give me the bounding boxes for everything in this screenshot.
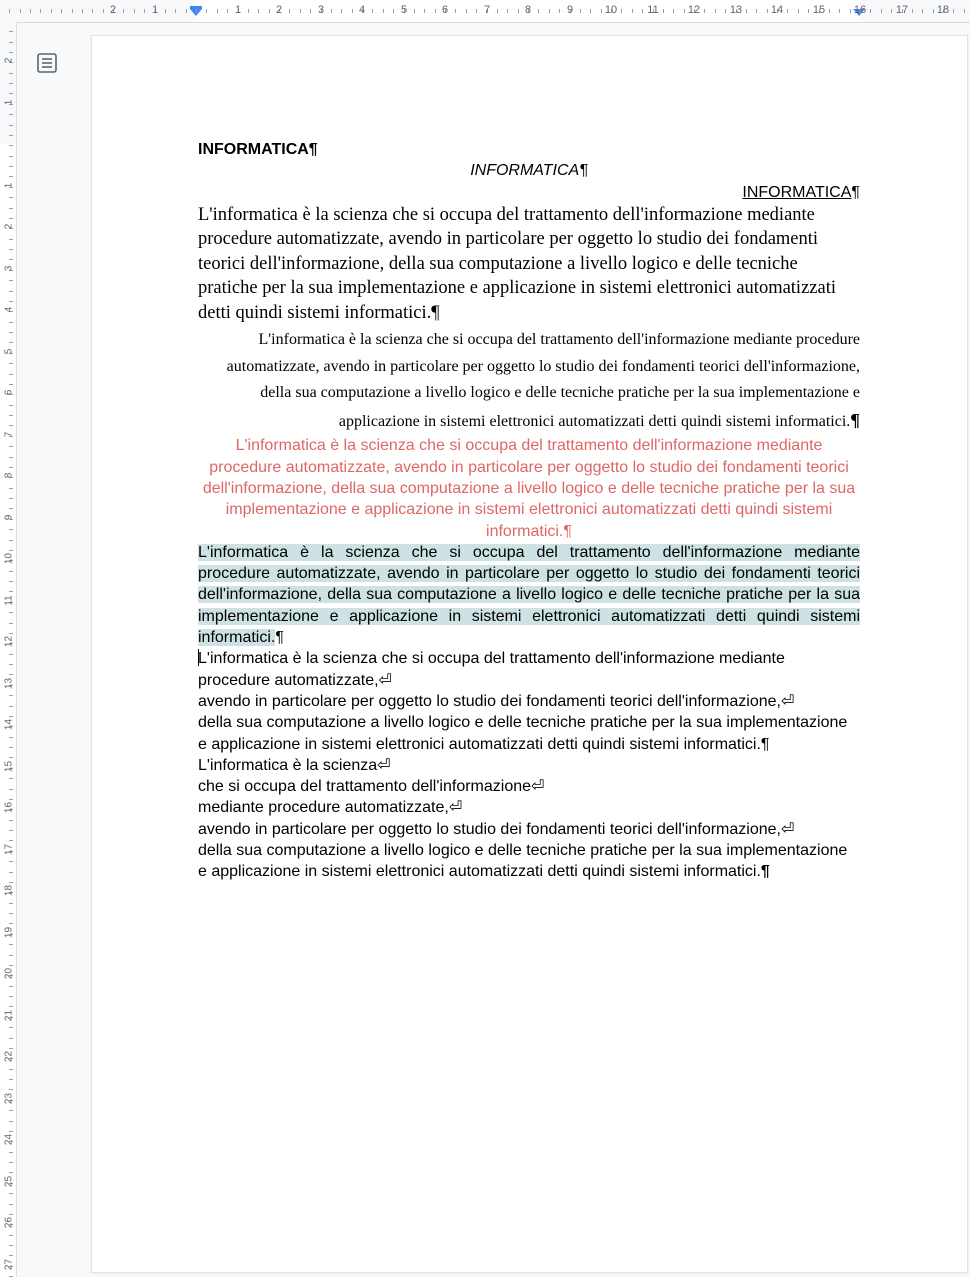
- line-break-text: della sua computazione a livello logico e delle tecniche pratiche per la sua implementazione e applicazione in sistemi elettronici automatizzati detti quindi sistemi informatici.¶: [198, 714, 848, 753]
- ruler-tick: [684, 9, 685, 13]
- ruler-tick: [9, 1152, 13, 1153]
- ruler-number: 25: [3, 1175, 15, 1188]
- ruler-number: 17: [895, 4, 909, 16]
- ruler-tick: [922, 9, 923, 13]
- ruler-number: 1: [151, 4, 159, 16]
- pilcrow-mark: ¶: [275, 629, 284, 647]
- ruler-number: 6: [3, 389, 15, 396]
- ruler-number: 5: [400, 4, 408, 16]
- ruler-number: 4: [358, 4, 366, 16]
- ruler-tick: [9, 9, 10, 13]
- ruler-tick: [9, 83, 13, 84]
- ruler-tick: [9, 1089, 13, 1090]
- ruler-tick: [206, 9, 207, 13]
- ruler-tick: [393, 9, 394, 13]
- ruler-tick: [9, 425, 13, 426]
- ruler-tick: [435, 9, 436, 13]
- ruler-number: 16: [853, 4, 867, 16]
- ruler-tick: [9, 363, 13, 364]
- ruler-tick: [9, 872, 13, 873]
- ruler-number: 7: [483, 4, 491, 16]
- ruler-tick: [9, 73, 13, 74]
- ruler-number: 8: [3, 472, 15, 479]
- ruler-number: 8: [524, 4, 532, 16]
- ruler-tick: [839, 9, 840, 13]
- vertical-ruler[interactable]: [0, 22, 17, 1277]
- line-break-text: L'informatica è la scienza⏎: [198, 756, 391, 774]
- ruler-tick: [9, 332, 13, 333]
- ruler-number: 24: [3, 1133, 15, 1146]
- ruler-tick: [9, 1193, 13, 1194]
- ruler-tick: [549, 9, 550, 13]
- ruler-tick: [9, 31, 13, 32]
- ruler-tick: [40, 9, 41, 13]
- ruler-tick: [767, 9, 768, 13]
- ruler-tick: [9, 1255, 13, 1256]
- ruler-tick: [9, 581, 13, 582]
- ruler-tick: [123, 9, 124, 13]
- ruler-number: 7: [3, 431, 15, 438]
- ruler-number: 10: [3, 552, 15, 565]
- ruler-tick: [9, 42, 13, 43]
- ruler-tick: [424, 9, 425, 13]
- ruler-tick: [455, 9, 456, 13]
- ruler-tick: [9, 1006, 13, 1007]
- ruler-tick: [9, 540, 13, 541]
- ruler-tick: [9, 757, 13, 758]
- ruler-tick: [9, 789, 13, 790]
- ruler-tick: [9, 1245, 13, 1246]
- ruler-tick: [580, 9, 581, 13]
- ruler-tick: [9, 114, 13, 115]
- ruler-tick: [9, 737, 13, 738]
- ruler-tick: [466, 9, 467, 13]
- ruler-tick: [9, 197, 13, 198]
- ruler-tick: [196, 9, 197, 13]
- ruler-tick: [9, 446, 13, 447]
- paragraph-red-centered[interactable]: L'informatica è la scienza che si occupa del trattamento dell'informazione mediante procedure automatizzate, avendo in particolare per oggetto lo studio dei fondamenti teorici dell'informazione, della sua computazione a livello logico e delle tecniche pratiche per la sua implementazione e applicazione in sistemi elettronici automatizzati detti quindi sistemi informatici.¶: [202, 437, 856, 540]
- ruler-tick: [891, 9, 892, 13]
- paragraph-serif-left[interactable]: L'informatica è la scienza che si occupa del trattamento dell'informazione mediante procedure automatizzate, avendo in particolare per oggetto lo studio dei fondamenti teorici dell'informazione, della sua computazione a livello logico e delle tecniche pratiche per la sua implementazione e applicazione in sistemi elettronici automatizzati detti quindi sistemi informatici.¶: [198, 204, 836, 323]
- ruler-tick: [912, 9, 913, 13]
- ruler-tick: [798, 9, 799, 13]
- ruler-tick: [9, 259, 13, 260]
- ruler-tick: [9, 861, 13, 862]
- ruler-tick: [497, 9, 498, 13]
- ruler-tick: [82, 9, 83, 13]
- document-body[interactable]: [198, 139, 860, 883]
- line-break-text: che si occupa del trattamento dell'informazione⏎: [198, 778, 545, 796]
- pilcrow-mark: ¶: [850, 409, 860, 430]
- ruler-number: 18: [3, 884, 15, 897]
- ruler-tick: [725, 9, 726, 13]
- document-outline-icon[interactable]: [36, 52, 58, 74]
- ruler-number: 20: [3, 967, 15, 980]
- line-break-text: avendo in particolare per oggetto lo studio dei fondamenti teorici dell'informazione,⏎: [198, 692, 795, 710]
- ruler-number: 6: [441, 4, 449, 16]
- paragraph-line-breaks-1[interactable]: [198, 648, 860, 754]
- ruler-tick: [227, 9, 228, 13]
- ruler-number: 3: [3, 265, 15, 272]
- ruler-tick: [933, 9, 934, 13]
- ruler-tick: [331, 9, 332, 13]
- ruler-tick: [217, 9, 218, 13]
- ruler-tick: [704, 9, 705, 13]
- ruler-tick: [20, 9, 21, 13]
- ruler-tick: [9, 1038, 13, 1039]
- ruler-tick: [9, 996, 13, 997]
- ruler-tick: [9, 156, 13, 157]
- ruler-tick: [372, 9, 373, 13]
- ruler-tick: [383, 9, 384, 13]
- ruler-tick: [9, 840, 13, 841]
- ruler-number: 9: [3, 514, 15, 521]
- ruler-tick: [9, 612, 13, 613]
- ruler-tick: [341, 9, 342, 13]
- ruler-tick: [103, 9, 104, 13]
- ruler-tick: [258, 9, 259, 13]
- ruler-tick: [9, 239, 13, 240]
- ruler-tick: [9, 623, 13, 624]
- ruler-tick: [808, 9, 809, 13]
- ruler-tick: [9, 208, 13, 209]
- ruler-tick: [9, 125, 13, 126]
- ruler-tick: [9, 944, 13, 945]
- ruler-tick: [9, 695, 13, 696]
- ruler-number: 15: [3, 760, 15, 773]
- horizontal-ruler[interactable]: [0, 0, 970, 23]
- ruler-tick: [746, 9, 747, 13]
- pilcrow-mark: ¶: [760, 863, 770, 881]
- ruler-tick: [300, 9, 301, 13]
- paragraph-shaded-justified[interactable]: [198, 542, 860, 648]
- ruler-number: 11: [3, 595, 15, 606]
- ruler-number: 14: [3, 718, 15, 731]
- ruler-tick: [9, 280, 13, 281]
- ruler-number: 18: [936, 4, 950, 16]
- ruler-tick: [9, 342, 13, 343]
- ruler-tick: [9, 778, 13, 779]
- ruler-number: 2: [3, 57, 15, 64]
- ruler-tick: [134, 9, 135, 13]
- ruler-tick: [621, 9, 622, 13]
- ruler-tick: [9, 830, 13, 831]
- ruler-tick: [953, 9, 954, 13]
- heading-underlined-text: INFORMATICA: [742, 183, 852, 201]
- ruler-tick: [518, 9, 519, 13]
- ruler-number: 26: [3, 1216, 15, 1229]
- ruler-tick: [9, 1079, 13, 1080]
- ruler-tick: [9, 457, 13, 458]
- ruler-tick: [9, 654, 13, 655]
- ruler-tick: [9, 923, 13, 924]
- ruler-number: 23: [3, 1092, 15, 1105]
- shaded-text: L'informatica è la scienza che si occupa del trattamento dell'informazione mediante procedure automatizzate, avendo in particolare per oggetto lo studio dei fondamenti teorici dell'informazione, della sua computazione a livello logico e delle tecniche pratiche per la sua implementazione e applicazione in sistemi elettronici automatizzati detti quindi sistemi informatici.: [198, 543, 860, 647]
- ruler-tick: [248, 9, 249, 13]
- ruler-tick: [538, 9, 539, 13]
- ruler-tick: [9, 488, 13, 489]
- ruler-number: 11: [647, 4, 659, 16]
- ruler-tick: [9, 1235, 13, 1236]
- ruler-number: 13: [729, 4, 743, 16]
- ruler-tick: [9, 1162, 13, 1163]
- ruler-tick: [61, 9, 62, 13]
- ruler-tick: [9, 1110, 13, 1111]
- ruler-tick: [9, 747, 13, 748]
- ruler-tick: [673, 9, 674, 13]
- ruler-tick: [9, 820, 13, 821]
- ruler-number: 17: [3, 843, 15, 856]
- ruler-tick: [269, 9, 270, 13]
- line-break-text: avendo in particolare per oggetto lo studio dei fondamenti teorici dell'informazione,⏎: [198, 820, 795, 838]
- line-break-text: mediante procedure automatizzate,⏎: [198, 799, 463, 817]
- ruler-number: 9: [566, 4, 574, 16]
- ruler-tick: [9, 249, 13, 250]
- ruler-tick: [507, 9, 508, 13]
- ruler-number: 21: [3, 1009, 15, 1022]
- ruler-tick: [9, 1172, 13, 1173]
- document-page[interactable]: [92, 36, 967, 1272]
- ruler-number: 14: [770, 4, 784, 16]
- ruler-tick: [144, 9, 145, 13]
- ruler-tick: [9, 322, 13, 323]
- ruler-tick: [881, 9, 882, 13]
- ruler-number: 1: [3, 99, 15, 106]
- ruler-tick: [92, 9, 93, 13]
- ruler-tick: [9, 986, 13, 987]
- ruler-tick: [632, 9, 633, 13]
- ruler-tick: [642, 9, 643, 13]
- line-text: della sua computazione a livello logico e delle tecniche pratiche per la sua implementazione e applicazione in sistemi elettronici automatizzati detti quindi sistemi informatici.: [198, 842, 848, 881]
- ruler-tick: [787, 9, 788, 13]
- ruler-number: 15: [812, 4, 826, 16]
- ruler-number: 1: [3, 182, 15, 189]
- ruler-number: 4: [3, 306, 15, 313]
- ruler-number: 12: [687, 4, 701, 16]
- ruler-number: 22: [3, 1050, 15, 1063]
- ruler-tick: [9, 913, 13, 914]
- line-break-text: [198, 840, 860, 883]
- ruler-tick: [175, 9, 176, 13]
- ruler-number: 3: [317, 4, 325, 16]
- ruler-tick: [310, 9, 311, 13]
- ruler-number: 27: [3, 1258, 15, 1271]
- paragraph-serif-right[interactable]: [198, 327, 860, 435]
- ruler-number: 13: [3, 677, 15, 690]
- ruler-tick: [9, 145, 13, 146]
- ruler-tick: [870, 9, 871, 13]
- ruler-tick: [9, 166, 13, 167]
- heading-italic-centered[interactable]: INFORMATICA¶: [470, 162, 588, 180]
- ruler-tick: [476, 9, 477, 13]
- ruler-tick: [352, 9, 353, 13]
- ruler-tick: [9, 93, 13, 94]
- heading-underlined-right[interactable]: [198, 182, 860, 203]
- pilcrow-mark: ¶: [851, 183, 860, 201]
- paragraph-serif-right-text: L'informatica è la scienza che si occupa del trattamento dell'informazione mediante procedure automatizzate, avendo in particolare per oggetto lo studio dei fondamenti teorici dell'informazione, della sua computazione a livello logico e delle tecniche pratiche per la sua implementazione e applicazione in sistemi elettronici automatizzati detti quindi sistemi informatici.: [226, 331, 860, 430]
- line-break-text: [198, 648, 860, 691]
- ruler-number: 1: [234, 4, 242, 16]
- ruler-tick: [9, 664, 13, 665]
- ruler-number: 2: [3, 223, 15, 230]
- ruler-tick: [9, 1069, 13, 1070]
- ruler-tick: [715, 9, 716, 13]
- ruler-tick: [590, 9, 591, 13]
- ruler-tick: [9, 706, 13, 707]
- ruler-tick: [9, 591, 13, 592]
- ruler-tick: [9, 1027, 13, 1028]
- ruler-tick: [9, 571, 13, 572]
- ruler-tick: [9, 529, 13, 530]
- ruler-tick: [9, 903, 13, 904]
- ruler-tick: [9, 415, 13, 416]
- ruler-tick: [829, 9, 830, 13]
- ruler-tick: [663, 9, 664, 13]
- ruler-tick: [9, 135, 13, 136]
- ruler-tick: [9, 498, 13, 499]
- ruler-tick: [601, 9, 602, 13]
- ruler-tick: [165, 9, 166, 13]
- ruler-tick: [186, 9, 187, 13]
- ruler-tick: [9, 405, 13, 406]
- line-text: L'informatica è la scienza che si occupa del trattamento dell'informazione mediante procedure automatizzate,⏎: [198, 650, 785, 689]
- ruler-tick: [756, 9, 757, 13]
- ruler-tick: [72, 9, 73, 13]
- ruler-tick: [850, 9, 851, 13]
- ruler-tick: [9, 508, 13, 509]
- ruler-number: 2: [275, 4, 283, 16]
- ruler-tick: [9, 291, 13, 292]
- ruler-tick: [414, 9, 415, 13]
- ruler-number: 12: [3, 635, 15, 648]
- ruler-tick: [30, 9, 31, 13]
- ruler-number: 10: [604, 4, 618, 16]
- ruler-tick: [9, 374, 13, 375]
- ruler-tick: [9, 1204, 13, 1205]
- ruler-tick: [51, 9, 52, 13]
- ruler-tick: [9, 674, 13, 675]
- paragraph-line-breaks-2[interactable]: [198, 755, 860, 883]
- ruler-number: 19: [3, 926, 15, 939]
- ruler-number: 2: [109, 4, 117, 16]
- ruler-number: 5: [3, 348, 15, 355]
- ruler-tick: [964, 9, 965, 13]
- heading-bold[interactable]: INFORMATICA¶: [198, 141, 318, 158]
- ruler-tick: [9, 955, 13, 956]
- ruler-number: 16: [3, 801, 15, 814]
- ruler-tick: [9, 176, 13, 177]
- ruler-tick: [289, 9, 290, 13]
- ruler-tick: [9, 1121, 13, 1122]
- ruler-tick: [559, 9, 560, 13]
